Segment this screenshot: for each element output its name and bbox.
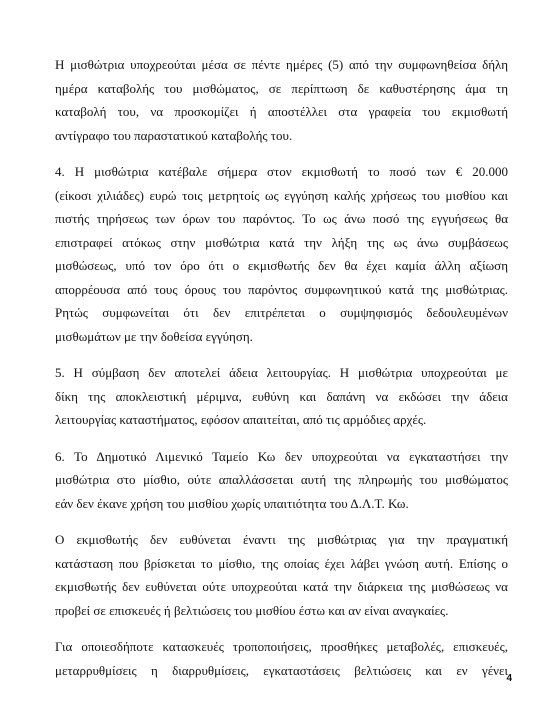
text-line: δίκη της αποκλειστική μέριμνα, ευθύνη και δαπάνη να εκδώσει την άδεια: [55, 388, 508, 404]
document-body: [55, 53, 508, 695]
text-line: ημέρα καταβολής του μισθώματος, σε περίπτωση δε καθυστέρησης άμα τη: [55, 80, 508, 96]
text-line: απορρέουσα από τους όρους του παρόντος συμφωνητικού κατά της μισθώτριας.: [55, 281, 508, 297]
text-line: Η μισθώτρια υποχρεούται μέσα σε πέντε ημέρες (5) από την συμφωνηθείσα δήλη: [55, 57, 508, 72]
text-line: εκμισθωτής δεν ευθύνεται ούτε υποχρεούται κατά την διάρκεια της μισθώσεως να: [55, 579, 508, 594]
page-number: 4: [506, 673, 512, 684]
paragraph-clause-5-license: [55, 361, 508, 432]
text-line: μισθώτρια στο μίσθιο, ούτε απαλλάσσεται αυτή της πληρωμής του μισθώματος: [55, 472, 508, 487]
text-line: μισθωμάτων με την δοθείσα εγγύηση.: [55, 328, 253, 344]
text-line: (είκοσι χιλιάδες) ευρώ τοις μετρητοίς ως εγγύηση καλής χρήσεως του μισθίου και: [55, 187, 508, 203]
paragraph-landlord-liability: [55, 528, 508, 622]
text-line: επιστραφεί ατόκως στην μισθώτρια κατά την λήξη της ως άνω συμβάσεως: [55, 234, 508, 250]
text-line: Για οποιεσδήποτε κατασκευές τροποποιήσεις, προσθήκες μεταβολές, επισκευές,: [55, 639, 508, 654]
text-line: 4. Η μισθώτρια κατέβαλε σήμερα στον εκμισθωτή το ποσό των € 20.000: [55, 164, 508, 179]
paragraph-modifications: [55, 635, 508, 682]
paragraph-clause-6-installation: [55, 445, 508, 516]
text-line: Ο εκμισθωτής δεν ευθύνεται έναντι της μισθώτριας για την πραγματική: [55, 532, 508, 547]
text-line: μεταρρυθμίσεις η διαρρυθμίσεις, εγκαταστάσεις βελτιώσεις και εν γένει: [55, 662, 508, 678]
text-line: προβεί σε επισκευές ή βελτιώσεις του μισθίου έστω και αν είναι αναγκαίες.: [55, 602, 449, 618]
text-line: πιστής τηρήσεως των όρων του παρόντος. Το ως άνω ποσό της εγγυήσεως θα: [55, 211, 508, 226]
text-line: λειτουργίας καταστήματος, εφόσον απαιτείται, από τις αρμόδιες αρχές.: [55, 412, 427, 427]
paragraph-clause-4-guarantee: [55, 160, 508, 348]
text-line: καταβολή του, να προσκομίζει ή αποστέλλει στα γραφεία του εκμισθωτή: [55, 104, 508, 119]
text-line: Ρητώς συμφωνείται ότι δεν επιτρέπεται ο συμψηφισμός δεδουλευμένων: [55, 305, 508, 320]
text-line: μισθώσεως, υπό τον όρο ότι ο εκμισθωτής δεν θα έχει καμία άλλη αξίωση: [55, 258, 508, 273]
paragraph-payment-proof: [55, 53, 508, 147]
text-line: εάν δεν έκανε χρήση του μισθίου χωρίς υπαιτιότητα του Δ.Λ.Τ. Κω.: [55, 495, 409, 511]
text-line: 5. Η σύμβαση δεν αποτελεί άδεια λειτουργίας. Η μισθώτρια υποχρεούται με: [55, 365, 508, 380]
text-line: αντίγραφο του παραστατικού καταβολής του.: [55, 127, 293, 143]
text-line: 6. Το Δημοτικό Λιμενικό Ταμείο Κω δεν υποχρεούται να εγκαταστήσει την: [55, 448, 508, 464]
text-line: κατάσταση που βρίσκεται το μίσθιο, της οποίας έχει λάβει γνώση αυτή. Επίσης ο: [55, 555, 508, 571]
